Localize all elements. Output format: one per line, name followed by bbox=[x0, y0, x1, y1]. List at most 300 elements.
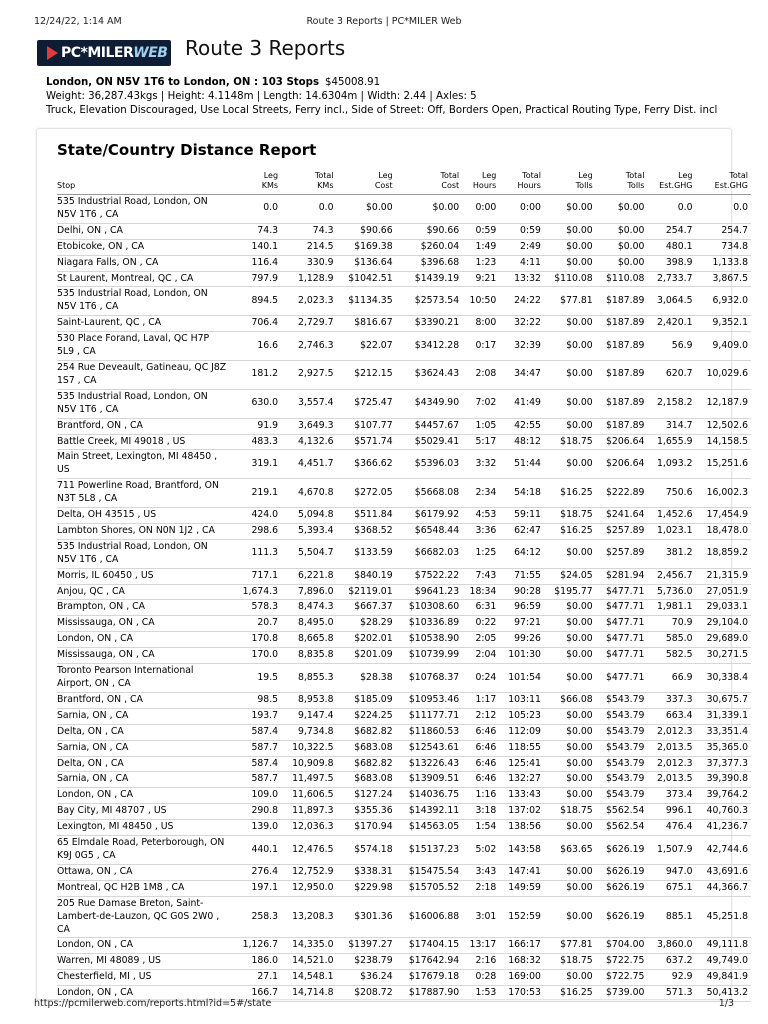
value-cell: 15,251.6 bbox=[696, 450, 752, 479]
value-cell: 66.9 bbox=[647, 664, 695, 693]
table-row bbox=[57, 896, 751, 938]
value-cell: 424.0 bbox=[233, 508, 281, 524]
value-cell: $0.00 bbox=[544, 332, 596, 361]
value-cell: $90.66 bbox=[396, 223, 463, 239]
value-cell: 168:32 bbox=[499, 954, 544, 970]
value-cell: $170.94 bbox=[337, 820, 396, 836]
value-cell: $682.82 bbox=[337, 756, 396, 772]
value-cell: 35,365.0 bbox=[696, 740, 752, 756]
value-cell: $110.08 bbox=[544, 271, 596, 287]
table-row bbox=[57, 692, 751, 708]
value-cell: 7:43 bbox=[462, 568, 499, 584]
value-cell: 8,953.8 bbox=[281, 692, 336, 708]
value-cell: $4349.90 bbox=[396, 389, 463, 418]
value-cell: 4,132.6 bbox=[281, 434, 336, 450]
value-cell: $257.89 bbox=[596, 523, 648, 539]
value-cell: $224.25 bbox=[337, 708, 396, 724]
stop-name-cell: St Laurent, Montreal, QC , CA bbox=[57, 271, 233, 287]
value-cell: 9,147.4 bbox=[281, 708, 336, 724]
value-cell: 797.9 bbox=[233, 271, 281, 287]
value-cell: 0.0 bbox=[281, 195, 336, 224]
value-cell: $816.67 bbox=[337, 316, 396, 332]
value-cell: 143:58 bbox=[499, 836, 544, 865]
value-cell: $338.31 bbox=[337, 864, 396, 880]
value-cell: 2,013.5 bbox=[647, 740, 695, 756]
value-cell: 1,981.1 bbox=[647, 600, 695, 616]
value-cell: 3,867.5 bbox=[696, 271, 752, 287]
value-cell: 12,950.0 bbox=[281, 880, 336, 896]
value-cell: $562.54 bbox=[596, 804, 648, 820]
table-row bbox=[57, 632, 751, 648]
value-cell: $1439.19 bbox=[396, 271, 463, 287]
value-cell: 103:11 bbox=[499, 692, 544, 708]
value-cell: 1:16 bbox=[462, 788, 499, 804]
value-cell: 6:46 bbox=[462, 724, 499, 740]
stop-name-cell: Sarnia, ON , CA bbox=[57, 708, 233, 724]
value-cell: 8,495.0 bbox=[281, 616, 336, 632]
value-cell: $187.89 bbox=[596, 360, 648, 389]
value-cell: $0.00 bbox=[544, 223, 596, 239]
value-cell: 2,927.5 bbox=[281, 360, 336, 389]
route-total-cost: $45008.91 bbox=[325, 77, 381, 88]
value-cell: 3:36 bbox=[462, 523, 499, 539]
value-cell: 5:02 bbox=[462, 836, 499, 865]
stop-name-cell: Mississauga, ON , CA bbox=[57, 616, 233, 632]
value-cell: $626.19 bbox=[596, 864, 648, 880]
value-cell: $477.71 bbox=[596, 664, 648, 693]
value-cell: 13,208.3 bbox=[281, 896, 336, 938]
value-cell: $0.00 bbox=[544, 389, 596, 418]
value-cell: 6:46 bbox=[462, 740, 499, 756]
table-row bbox=[57, 664, 751, 693]
value-cell: 29,033.1 bbox=[696, 600, 752, 616]
value-cell: $0.00 bbox=[544, 450, 596, 479]
table-row bbox=[57, 584, 751, 600]
value-cell: 0:00 bbox=[499, 195, 544, 224]
table-row bbox=[57, 648, 751, 664]
value-cell: 96:59 bbox=[499, 600, 544, 616]
value-cell: $222.89 bbox=[596, 479, 648, 508]
value-cell: $6548.44 bbox=[396, 523, 463, 539]
stop-name-cell: Delta, ON , CA bbox=[57, 724, 233, 740]
value-cell: 6,932.0 bbox=[696, 287, 752, 316]
value-cell: 39,764.2 bbox=[696, 788, 752, 804]
column-header: Total Hours bbox=[499, 171, 544, 195]
value-cell: $739.00 bbox=[596, 986, 648, 1002]
value-cell: 37,377.3 bbox=[696, 756, 752, 772]
value-cell: 0:28 bbox=[462, 970, 499, 986]
value-cell: $722.75 bbox=[596, 954, 648, 970]
value-cell: 112:09 bbox=[499, 724, 544, 740]
value-cell: $683.08 bbox=[337, 740, 396, 756]
value-cell: 290.8 bbox=[233, 804, 281, 820]
stop-name-cell: Etobicoke, ON , CA bbox=[57, 239, 233, 255]
value-cell: 4,451.7 bbox=[281, 450, 336, 479]
value-cell: 14,158.5 bbox=[696, 434, 752, 450]
value-cell: 91.9 bbox=[233, 418, 281, 434]
value-cell: 480.1 bbox=[647, 239, 695, 255]
stop-name-cell: 205 Rue Damase Breton, Saint-Lambert-de-Lauzon, QC G0S 2W0 , CA bbox=[57, 896, 233, 938]
column-header: Stop bbox=[57, 171, 233, 195]
column-header: Leg KMs bbox=[233, 171, 281, 195]
value-cell: 44,366.7 bbox=[696, 880, 752, 896]
table-body bbox=[57, 195, 751, 1002]
value-cell: 166:17 bbox=[499, 938, 544, 954]
stop-name-cell: Warren, MI 48089 , US bbox=[57, 954, 233, 970]
value-cell: $5396.03 bbox=[396, 450, 463, 479]
value-cell: 54:18 bbox=[499, 479, 544, 508]
value-cell: 42:55 bbox=[499, 418, 544, 434]
value-cell: 2,456.7 bbox=[647, 568, 695, 584]
stop-name-cell: 535 Industrial Road, London, ON N5V 1T6 , CA bbox=[57, 195, 233, 224]
table-row bbox=[57, 568, 751, 584]
value-cell: 3,064.5 bbox=[647, 287, 695, 316]
value-cell: 587.4 bbox=[233, 724, 281, 740]
value-cell: 34:47 bbox=[499, 360, 544, 389]
value-cell: 663.4 bbox=[647, 708, 695, 724]
stop-name-cell: London, ON , CA bbox=[57, 788, 233, 804]
table-row bbox=[57, 539, 751, 568]
value-cell: $543.79 bbox=[596, 740, 648, 756]
value-cell: $24.05 bbox=[544, 568, 596, 584]
value-cell: $77.81 bbox=[544, 938, 596, 954]
value-cell: $368.52 bbox=[337, 523, 396, 539]
routing-options: Truck, Elevation Discouraged, Use Local Streets, Ferry incl., Side of Street: Off, Borders Open, Practical Routing Type, Ferry Dist. incl bbox=[46, 105, 718, 116]
value-cell: 398.9 bbox=[647, 255, 695, 271]
value-cell: $704.00 bbox=[596, 938, 648, 954]
value-cell: $110.08 bbox=[596, 271, 648, 287]
stop-name-cell: London, ON , CA bbox=[57, 986, 233, 1002]
value-cell: 6:46 bbox=[462, 772, 499, 788]
value-cell: 197.1 bbox=[233, 880, 281, 896]
value-cell: 2,729.7 bbox=[281, 316, 336, 332]
value-cell: 476.4 bbox=[647, 820, 695, 836]
stop-name-cell: Anjou, QC , CA bbox=[57, 584, 233, 600]
print-header bbox=[34, 16, 734, 30]
value-cell: $16006.88 bbox=[396, 896, 463, 938]
value-cell: $0.00 bbox=[544, 740, 596, 756]
value-cell: 16.6 bbox=[233, 332, 281, 361]
value-cell: 5,094.8 bbox=[281, 508, 336, 524]
value-cell: 13:17 bbox=[462, 938, 499, 954]
stop-name-cell: Niagara Falls, ON , CA bbox=[57, 255, 233, 271]
value-cell: $201.09 bbox=[337, 648, 396, 664]
value-cell: 8,835.8 bbox=[281, 648, 336, 664]
value-cell: $626.19 bbox=[596, 836, 648, 865]
value-cell: $6682.03 bbox=[396, 539, 463, 568]
logo-text-main: PC*MILER bbox=[61, 45, 134, 61]
table-row bbox=[57, 332, 751, 361]
value-cell: 7:02 bbox=[462, 389, 499, 418]
value-cell: $574.18 bbox=[337, 836, 396, 865]
value-cell: $13909.51 bbox=[396, 772, 463, 788]
value-cell: $206.64 bbox=[596, 434, 648, 450]
value-cell: 41,236.7 bbox=[696, 820, 752, 836]
stop-name-cell: Mississauga, ON , CA bbox=[57, 648, 233, 664]
value-cell: $187.89 bbox=[596, 287, 648, 316]
value-cell: $571.74 bbox=[337, 434, 396, 450]
value-cell: 19.5 bbox=[233, 664, 281, 693]
value-cell: 381.2 bbox=[647, 539, 695, 568]
state-distance-report bbox=[36, 128, 748, 1000]
value-cell: $15705.52 bbox=[396, 880, 463, 896]
value-cell: $543.79 bbox=[596, 772, 648, 788]
stop-name-cell: Sarnia, ON , CA bbox=[57, 772, 233, 788]
value-cell: $10739.99 bbox=[396, 648, 463, 664]
value-cell: 1:54 bbox=[462, 820, 499, 836]
stop-name-cell: 535 Industrial Road, London, ON N5V 1T6 , CA bbox=[57, 539, 233, 568]
value-cell: $18.75 bbox=[544, 954, 596, 970]
value-cell: 8:00 bbox=[462, 316, 499, 332]
table-row bbox=[57, 360, 751, 389]
value-cell: $28.29 bbox=[337, 616, 396, 632]
value-cell: $0.00 bbox=[544, 316, 596, 332]
table-row bbox=[57, 223, 751, 239]
value-cell: $0.00 bbox=[544, 880, 596, 896]
value-cell: 32:22 bbox=[499, 316, 544, 332]
value-cell: $187.89 bbox=[596, 332, 648, 361]
stop-name-cell: Delhi, ON , CA bbox=[57, 223, 233, 239]
value-cell: 8,855.3 bbox=[281, 664, 336, 693]
value-cell: 4:53 bbox=[462, 508, 499, 524]
value-cell: $208.72 bbox=[337, 986, 396, 1002]
value-cell: 138:56 bbox=[499, 820, 544, 836]
stop-name-cell: Sarnia, ON , CA bbox=[57, 740, 233, 756]
value-cell: 147:41 bbox=[499, 864, 544, 880]
stop-name-cell: Brantford, ON , CA bbox=[57, 418, 233, 434]
report-section-title: State/Country Distance Report bbox=[57, 141, 317, 159]
value-cell: $543.79 bbox=[596, 756, 648, 772]
value-cell: 5,504.7 bbox=[281, 539, 336, 568]
value-cell: 578.3 bbox=[233, 600, 281, 616]
table-row bbox=[57, 772, 751, 788]
value-cell: $626.19 bbox=[596, 880, 648, 896]
value-cell: 1,507.9 bbox=[647, 836, 695, 865]
stop-name-cell: Main Street, Lexington, MI 48450 , US bbox=[57, 450, 233, 479]
page-url: https://pcmilerweb.com/reports.html?id=5#/state bbox=[34, 998, 272, 1009]
value-cell: 885.1 bbox=[647, 896, 695, 938]
value-cell: $238.79 bbox=[337, 954, 396, 970]
table-row bbox=[57, 756, 751, 772]
value-cell: 1,655.9 bbox=[647, 434, 695, 450]
value-cell: 18,478.0 bbox=[696, 523, 752, 539]
value-cell: $14036.75 bbox=[396, 788, 463, 804]
value-cell: 12,036.3 bbox=[281, 820, 336, 836]
value-cell: 717.1 bbox=[233, 568, 281, 584]
value-cell: 74.3 bbox=[233, 223, 281, 239]
value-cell: 373.4 bbox=[647, 788, 695, 804]
value-cell: $626.19 bbox=[596, 896, 648, 938]
table-row bbox=[57, 255, 751, 271]
value-cell: $477.71 bbox=[596, 632, 648, 648]
value-cell: $667.37 bbox=[337, 600, 396, 616]
stop-name-cell: London, ON , CA bbox=[57, 632, 233, 648]
value-cell: 9,734.8 bbox=[281, 724, 336, 740]
value-cell: 571.3 bbox=[647, 986, 695, 1002]
value-cell: 70.9 bbox=[647, 616, 695, 632]
value-cell: $169.38 bbox=[337, 239, 396, 255]
value-cell: 140.1 bbox=[233, 239, 281, 255]
print-page-title: Route 3 Reports | PC*MILER Web bbox=[306, 16, 462, 27]
value-cell: 483.3 bbox=[233, 434, 281, 450]
value-cell: $272.05 bbox=[337, 479, 396, 508]
value-cell: 17,454.9 bbox=[696, 508, 752, 524]
value-cell: $511.84 bbox=[337, 508, 396, 524]
value-cell: 587.7 bbox=[233, 772, 281, 788]
value-cell: 0:17 bbox=[462, 332, 499, 361]
value-cell: 8,474.3 bbox=[281, 600, 336, 616]
value-cell: 2,420.1 bbox=[647, 316, 695, 332]
value-cell: $16.25 bbox=[544, 986, 596, 1002]
value-cell: $0.00 bbox=[544, 195, 596, 224]
pcmiler-logo bbox=[37, 40, 171, 66]
value-cell: 92.9 bbox=[647, 970, 695, 986]
value-cell: $17887.90 bbox=[396, 986, 463, 1002]
value-cell: $17404.15 bbox=[396, 938, 463, 954]
value-cell: 582.5 bbox=[647, 648, 695, 664]
value-cell: 1:25 bbox=[462, 539, 499, 568]
value-cell: 1,452.6 bbox=[647, 508, 695, 524]
value-cell: $90.66 bbox=[337, 223, 396, 239]
value-cell: 3:01 bbox=[462, 896, 499, 938]
stop-name-cell: Lexington, MI 48450 , US bbox=[57, 820, 233, 836]
value-cell: 31,339.1 bbox=[696, 708, 752, 724]
value-cell: 620.7 bbox=[647, 360, 695, 389]
value-cell: 133:43 bbox=[499, 788, 544, 804]
value-cell: 33,351.4 bbox=[696, 724, 752, 740]
value-cell: 6,221.8 bbox=[281, 568, 336, 584]
value-cell: 166.7 bbox=[233, 986, 281, 1002]
value-cell: 24:22 bbox=[499, 287, 544, 316]
value-cell: 181.2 bbox=[233, 360, 281, 389]
value-cell: $543.79 bbox=[596, 708, 648, 724]
column-header: Total Cost bbox=[396, 171, 463, 195]
value-cell: $16.25 bbox=[544, 523, 596, 539]
value-cell: $5668.08 bbox=[396, 479, 463, 508]
stop-name-cell: 65 Elmdale Road, Peterborough, ON K9J 0G5 , CA bbox=[57, 836, 233, 865]
value-cell: $0.00 bbox=[544, 255, 596, 271]
value-cell: 11,497.5 bbox=[281, 772, 336, 788]
value-cell: 125:41 bbox=[499, 756, 544, 772]
value-cell: 170.8 bbox=[233, 632, 281, 648]
value-cell: $562.54 bbox=[596, 820, 648, 836]
value-cell: 186.0 bbox=[233, 954, 281, 970]
value-cell: $0.00 bbox=[544, 600, 596, 616]
table-row bbox=[57, 724, 751, 740]
value-cell: 14,548.1 bbox=[281, 970, 336, 986]
value-cell: 101:54 bbox=[499, 664, 544, 693]
value-cell: $133.59 bbox=[337, 539, 396, 568]
table-row bbox=[57, 938, 751, 954]
value-cell: 2:08 bbox=[462, 360, 499, 389]
table-row bbox=[57, 195, 751, 224]
column-header: Leg Cost bbox=[337, 171, 396, 195]
stop-name-cell: Ottawa, ON , CA bbox=[57, 864, 233, 880]
value-cell: 40,760.3 bbox=[696, 804, 752, 820]
value-cell: $0.00 bbox=[544, 864, 596, 880]
value-cell: $0.00 bbox=[544, 239, 596, 255]
value-cell: 1,674.3 bbox=[233, 584, 281, 600]
value-cell: 2:12 bbox=[462, 708, 499, 724]
value-cell: 734.8 bbox=[696, 239, 752, 255]
stop-name-cell: Brampton, ON , CA bbox=[57, 600, 233, 616]
value-cell: 98.5 bbox=[233, 692, 281, 708]
value-cell: $682.82 bbox=[337, 724, 396, 740]
value-cell: 2,158.2 bbox=[647, 389, 695, 418]
value-cell: $1397.27 bbox=[337, 938, 396, 954]
value-cell: 9:21 bbox=[462, 271, 499, 287]
table-row bbox=[57, 970, 751, 986]
page-number: 1/3 bbox=[718, 998, 734, 1009]
value-cell: 5,393.4 bbox=[281, 523, 336, 539]
table-row bbox=[57, 523, 751, 539]
value-cell: 7,896.0 bbox=[281, 584, 336, 600]
value-cell: 706.4 bbox=[233, 316, 281, 332]
value-cell: $202.01 bbox=[337, 632, 396, 648]
value-cell: $301.36 bbox=[337, 896, 396, 938]
table-row bbox=[57, 389, 751, 418]
value-cell: 12,502.6 bbox=[696, 418, 752, 434]
value-cell: 18:34 bbox=[462, 584, 499, 600]
value-cell: 0:59 bbox=[462, 223, 499, 239]
value-cell: 27,051.9 bbox=[696, 584, 752, 600]
value-cell: $0.00 bbox=[544, 724, 596, 740]
value-cell: 170:53 bbox=[499, 986, 544, 1002]
value-cell: $187.89 bbox=[596, 316, 648, 332]
value-cell: 1,093.2 bbox=[647, 450, 695, 479]
value-cell: 170.0 bbox=[233, 648, 281, 664]
value-cell: $63.65 bbox=[544, 836, 596, 865]
value-cell: $543.79 bbox=[596, 692, 648, 708]
value-cell: 99:26 bbox=[499, 632, 544, 648]
value-cell: 29,689.0 bbox=[696, 632, 752, 648]
value-cell: $0.00 bbox=[544, 632, 596, 648]
value-cell: 3:32 bbox=[462, 450, 499, 479]
value-cell: 56.9 bbox=[647, 332, 695, 361]
logo-text-web: WEB bbox=[133, 45, 168, 61]
stop-name-cell: 711 Powerline Road, Brantford, ON N3T 5L8 , CA bbox=[57, 479, 233, 508]
table-row bbox=[57, 316, 751, 332]
value-cell: 675.1 bbox=[647, 880, 695, 896]
table-header-row bbox=[57, 171, 751, 195]
value-cell: 11,606.5 bbox=[281, 788, 336, 804]
value-cell: 97:21 bbox=[499, 616, 544, 632]
stop-name-cell: Battle Creek, MI 49018 , US bbox=[57, 434, 233, 450]
value-cell: 2,746.3 bbox=[281, 332, 336, 361]
value-cell: 137:02 bbox=[499, 804, 544, 820]
value-cell: 14,335.0 bbox=[281, 938, 336, 954]
value-cell: 3,649.3 bbox=[281, 418, 336, 434]
value-cell: $0.00 bbox=[544, 896, 596, 938]
value-cell: $10538.90 bbox=[396, 632, 463, 648]
value-cell: 3,557.4 bbox=[281, 389, 336, 418]
value-cell: $10308.60 bbox=[396, 600, 463, 616]
value-cell: $2119.01 bbox=[337, 584, 396, 600]
value-cell: $107.77 bbox=[337, 418, 396, 434]
value-cell: $14563.05 bbox=[396, 820, 463, 836]
value-cell: 11,897.3 bbox=[281, 804, 336, 820]
value-cell: $725.47 bbox=[337, 389, 396, 418]
value-cell: $0.00 bbox=[396, 195, 463, 224]
value-cell: 51:44 bbox=[499, 450, 544, 479]
value-cell: 12,187.9 bbox=[696, 389, 752, 418]
column-header: Total KMs bbox=[281, 171, 336, 195]
value-cell: 62:47 bbox=[499, 523, 544, 539]
column-header: Total Est.GHG bbox=[696, 171, 752, 195]
value-cell: 50,413.2 bbox=[696, 986, 752, 1002]
value-cell: $136.64 bbox=[337, 255, 396, 271]
column-header: Leg Tolls bbox=[544, 171, 596, 195]
